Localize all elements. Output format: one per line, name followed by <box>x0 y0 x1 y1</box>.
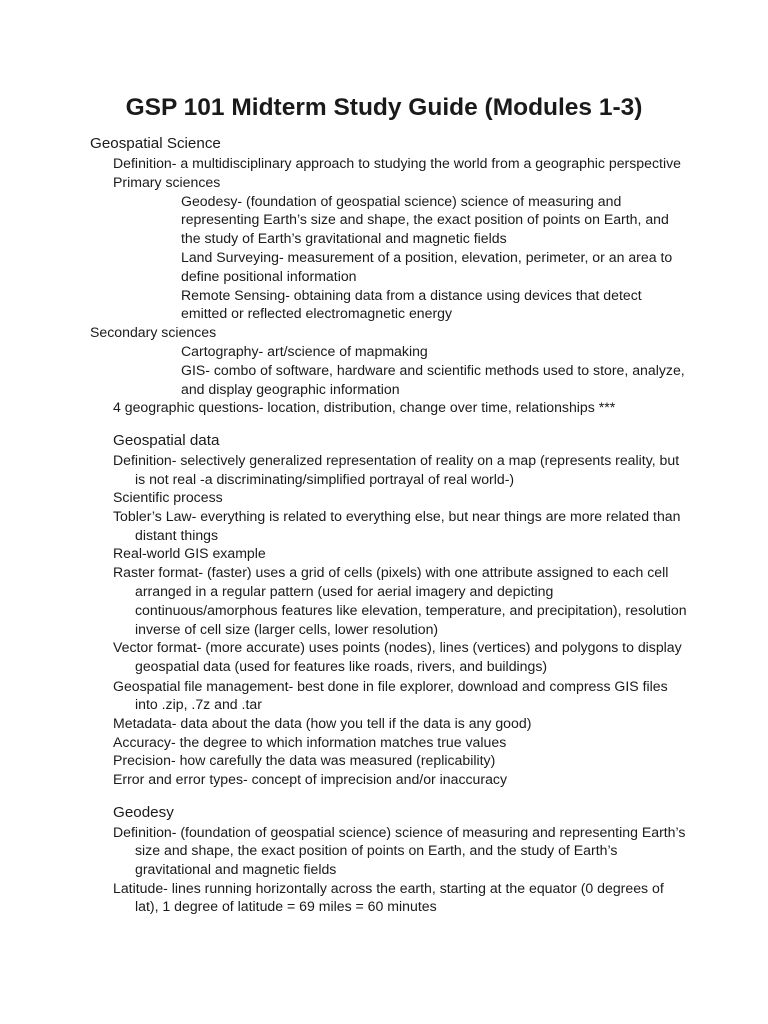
text-line: is not real -a discriminating/simplified portrayal of real world-) <box>135 471 515 487</box>
text-line: Metadata- data about the data (how you tell if the data is any good) <box>113 715 532 731</box>
text-line: size and shape, the exact position of points on Earth, and the study of Earth’s <box>135 842 618 858</box>
text-line: Definition- (foundation of geospatial science) science of measuring and representing Earth’s <box>113 824 686 840</box>
text-line: geospatial data (used for features like roads, rivers, and buildings) <box>135 658 548 674</box>
section-heading-geospatial-science: Geospatial Science <box>90 135 221 152</box>
text-line: Precision- how carefully the data was measured (replicability) <box>113 752 496 768</box>
text-line: Raster format- (faster) uses a grid of cells (pixels) with one attribute assigned to each cell <box>113 564 669 580</box>
text-line: distant things <box>135 527 219 543</box>
section-heading-geospatial-data: Geospatial data <box>113 432 220 449</box>
page-title: GSP 101 Midterm Study Guide (Modules 1-3) <box>125 94 643 121</box>
text-line: Scientific process <box>113 489 223 505</box>
text-line: Land Surveying- measurement of a position, elevation, perimeter, or an area to <box>181 249 673 265</box>
text-line: Cartography- art/science of mapmaking <box>181 343 428 359</box>
text-line: Secondary sciences <box>90 324 217 340</box>
text-line: Geodesy- (foundation of geospatial science) science of measuring and <box>181 193 622 209</box>
text-line: inverse of cell size (larger cells, lower resolution) <box>135 621 439 637</box>
text-line: representing Earth’s size and shape, the exact position of points on Earth, and <box>181 211 669 227</box>
text-line: Primary sciences <box>113 174 221 190</box>
text-line: Accuracy- the degree to which information matches true values <box>113 734 507 750</box>
section-heading-geodesy: Geodesy <box>113 804 174 821</box>
text-line: Latitude- lines running horizontally across the earth, starting at the equator (0 degrees of <box>113 880 664 896</box>
text-line: and display geographic information <box>181 381 400 397</box>
text-line: into .zip, .7z and .tar <box>135 696 262 712</box>
text-line: Remote Sensing- obtaining data from a distance using devices that detect <box>181 287 642 303</box>
text-line: continuous/amorphous features like elevation, temperature, and precipitation), resolution <box>135 602 687 618</box>
text-line: define positional information <box>181 268 357 284</box>
text-line: Geospatial file management- best done in file explorer, download and compress GIS files <box>113 678 668 694</box>
text-line: Vector format- (more accurate) uses points (nodes), lines (vertices) and polygons to display <box>113 639 682 655</box>
text-line: the study of Earth’s gravitational and magnetic fields <box>181 230 507 246</box>
text-line: emitted or reflected electromagnetic energy <box>181 305 453 321</box>
text-line: GIS- combo of software, hardware and scientific methods used to store, analyze, <box>181 362 685 378</box>
text-line: gravitational and magnetic fields <box>135 861 337 877</box>
text-line: Tobler’s Law- everything is related to everything else, but near things are more related than <box>113 508 681 524</box>
text-line: Definition- selectively generalized representation of reality on a map (represents reality, but <box>113 452 680 468</box>
text-line: Definition- a multidisciplinary approach to studying the world from a geographic perspective <box>113 155 681 171</box>
text-line: Error and error types- concept of imprecision and/or inaccuracy <box>113 771 508 787</box>
text-line: lat), 1 degree of latitude = 69 miles = 60 minutes <box>135 898 437 914</box>
text-line: 4 geographic questions- location, distribution, change over time, relationships *** <box>113 399 616 415</box>
text-line: arranged in a regular pattern (used for aerial imagery and depicting <box>135 583 554 599</box>
text-line: Real-world GIS example <box>113 545 266 561</box>
